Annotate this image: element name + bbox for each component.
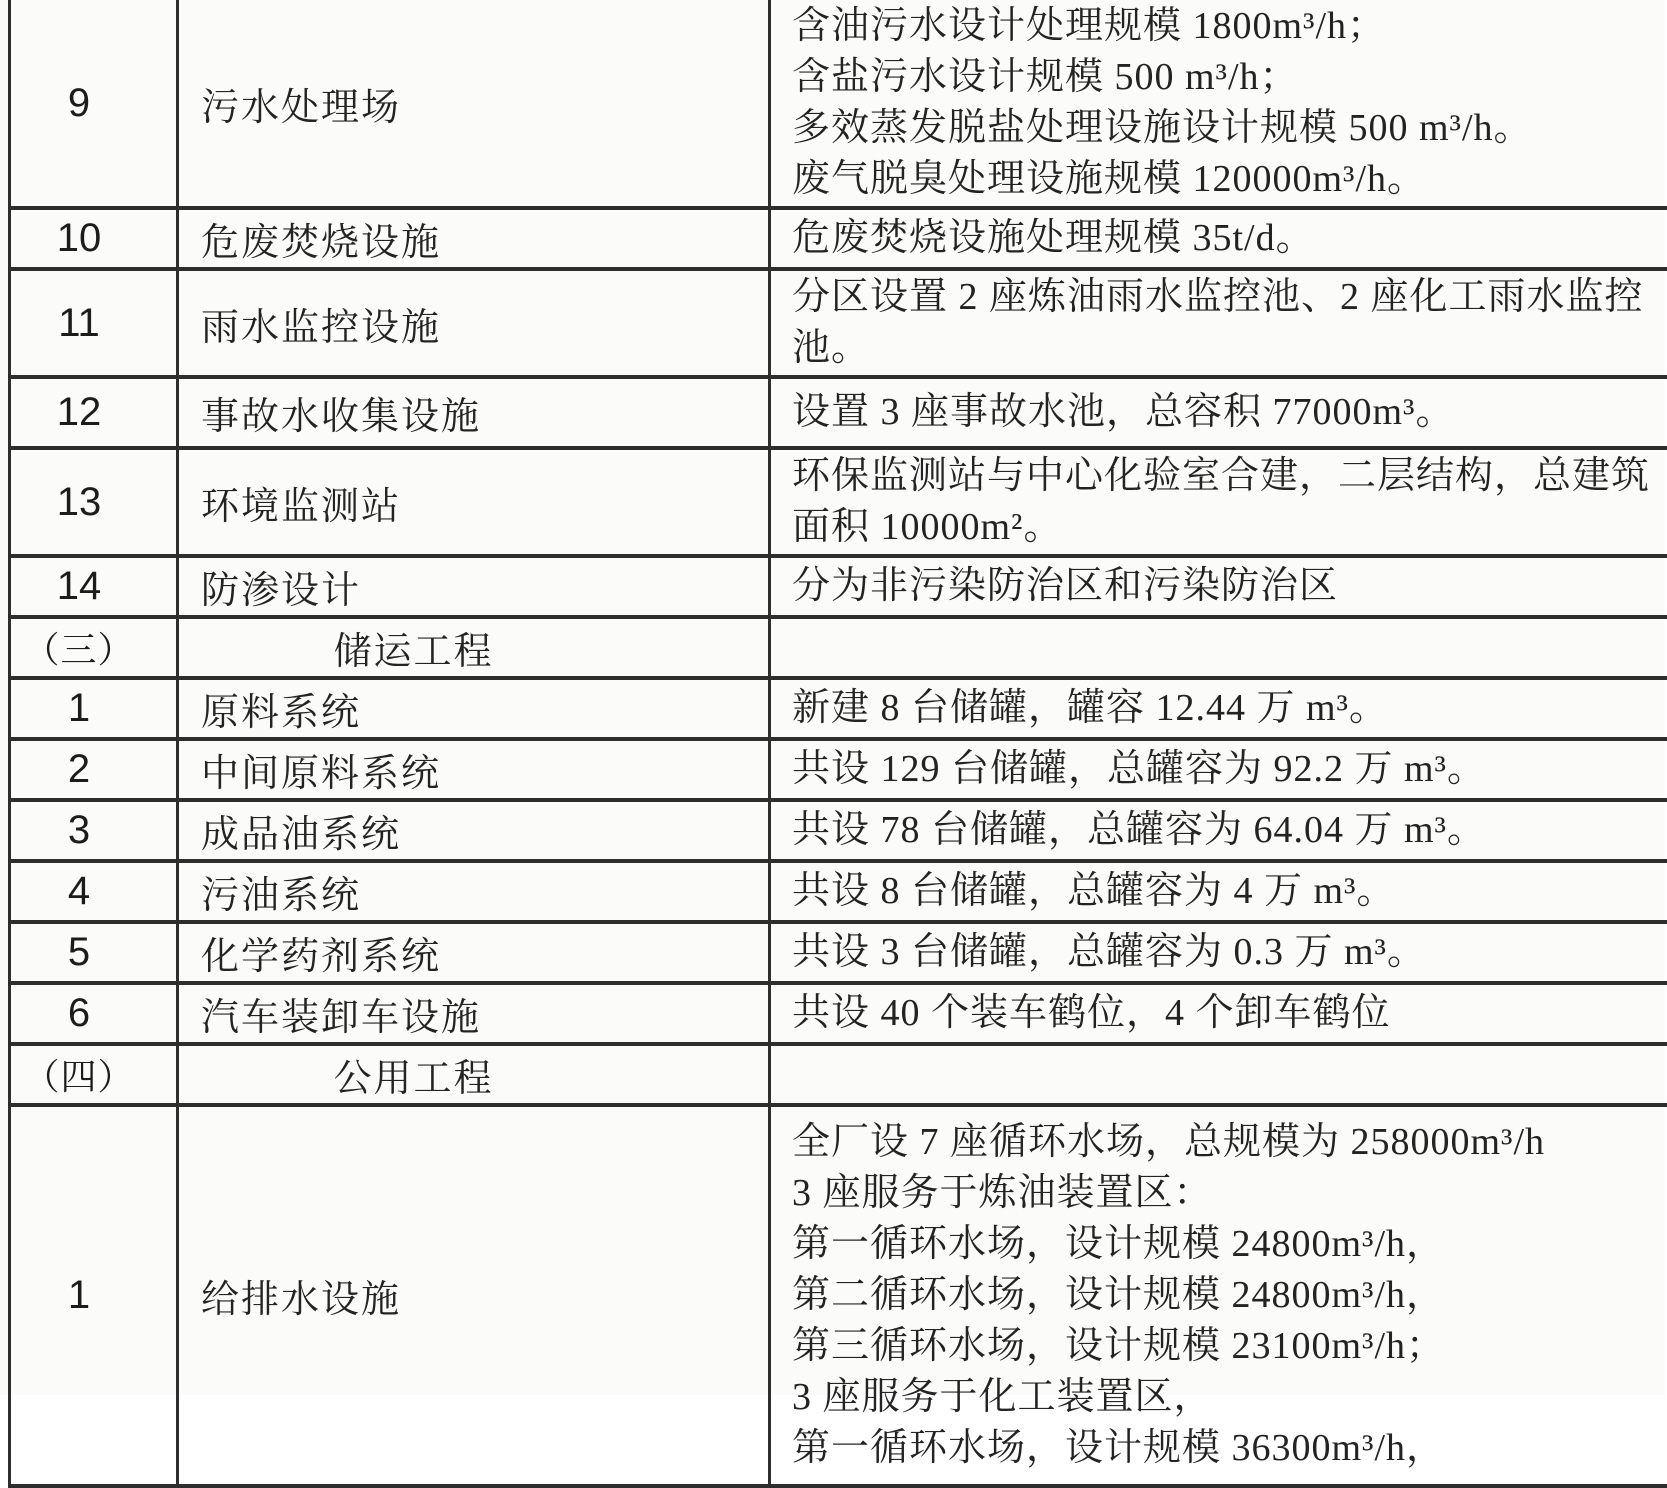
facility-name-cell: 雨水监控设施 (178, 269, 770, 377)
table-row (10, 208, 1667, 269)
desc-line: 3 座服务于化工装置区， (792, 1376, 1213, 1418)
facility-name-cell: 原料系统 (178, 678, 770, 739)
row-number-cell: 5 (10, 922, 178, 983)
facility-desc-cell (770, 1105, 1667, 1486)
facility-name-cell: 事故水收集设施 (178, 377, 770, 448)
facility-desc-cell: 共设 129 台储罐，总罐容为 92.2 万 m³。 (770, 739, 1667, 800)
facility-desc-cell (770, 617, 1667, 678)
table-row (10, 800, 1667, 861)
table-row (10, 0, 1667, 208)
table-row (10, 269, 1667, 377)
row-number-cell: 4 (10, 861, 178, 922)
facility-desc-cell: 分区设置 2 座炼油雨水监控池、2 座化工雨水监控池。 (770, 269, 1667, 377)
table-row (10, 739, 1667, 800)
table-row (10, 922, 1667, 983)
facility-desc-cell (770, 0, 1667, 208)
facility-name-cell: 中间原料系统 (178, 739, 770, 800)
desc-line: 含盐污水设计规模 500 m³/h； (792, 56, 1299, 98)
row-number-cell: 6 (10, 983, 178, 1044)
table-row (10, 556, 1667, 617)
facility-name-cell: 环境监测站 (178, 448, 770, 556)
desc-line: 全厂设 7 座循环水场，总规模为 258000m³/h (792, 1121, 1546, 1163)
desc-line: 第一循环水场，设计规模 24800m³/h， (792, 1223, 1446, 1265)
facility-desc-cell (770, 1044, 1667, 1105)
section-number-cell: （三） (10, 617, 178, 678)
row-number-cell: 13 (10, 448, 178, 556)
row-number-cell: 10 (10, 208, 178, 269)
section-title-cell: 公用工程 (178, 1044, 770, 1105)
facility-desc-cell: 分为非污染防治区和污染防治区 (770, 556, 1667, 617)
row-number-cell: 14 (10, 556, 178, 617)
row-number-cell: 9 (10, 0, 178, 208)
facility-name-cell: 给排水设施 (178, 1105, 770, 1486)
row-number-cell: 2 (10, 739, 178, 800)
facility-name-cell: 污油系统 (178, 861, 770, 922)
desc-line: 第二循环水场，设计规模 24800m³/h， (792, 1274, 1446, 1316)
table-row (10, 377, 1667, 448)
row-number-cell: 12 (10, 377, 178, 448)
desc-line: 第一循环水场，设计规模 36300m³/h， (792, 1427, 1446, 1469)
desc-line: 多效蒸发脱盐处理设施设计规模 500 m³/h。 (792, 107, 1533, 149)
facility-desc-cell: 共设 40 个装车鹤位，4 个卸车鹤位 (770, 983, 1667, 1044)
facility-name-cell: 危废焚烧设施 (178, 208, 770, 269)
table-row (10, 861, 1667, 922)
facility-desc-cell: 共设 3 台储罐，总罐容为 0.3 万 m³。 (770, 922, 1667, 983)
facility-desc-cell: 共设 8 台储罐，总罐容为 4 万 m³。 (770, 861, 1667, 922)
section-header-row (10, 1044, 1667, 1105)
row-number-cell: 1 (10, 1105, 178, 1486)
facility-name-cell: 污水处理场 (178, 0, 770, 208)
facility-desc-cell: 环保监测站与中心化验室合建，二层结构，总建筑面积 10000m²。 (770, 448, 1667, 556)
desc-line: 废气脱臭处理设施规模 120000m³/h。 (792, 158, 1427, 200)
facility-name-cell: 化学药剂系统 (178, 922, 770, 983)
desc-line: 含油污水设计处理规模 1800m³/h； (792, 5, 1387, 47)
facility-desc-cell: 共设 78 台储罐，总罐容为 64.04 万 m³。 (770, 800, 1667, 861)
table-row (10, 448, 1667, 556)
row-number-cell: 3 (10, 800, 178, 861)
section-title-cell: 储运工程 (178, 617, 770, 678)
table-row (10, 983, 1667, 1044)
facility-name-cell: 防渗设计 (178, 556, 770, 617)
table-row (10, 678, 1667, 739)
facility-desc-cell: 新建 8 台储罐，罐容 12.44 万 m³。 (770, 678, 1667, 739)
facility-name-cell: 汽车装卸车设施 (178, 983, 770, 1044)
facility-desc-cell: 设置 3 座事故水池，总容积 77000m³。 (770, 377, 1667, 448)
facility-desc-cell: 危废焚烧设施处理规模 35t/d。 (770, 208, 1667, 269)
section-header-row (10, 617, 1667, 678)
row-number-cell: 1 (10, 678, 178, 739)
section-number-cell: （四） (10, 1044, 178, 1105)
table-row (10, 1105, 1667, 1486)
row-number-cell: 11 (10, 269, 178, 377)
desc-line: 第三循环水场，设计规模 23100m³/h； (792, 1325, 1446, 1367)
project-composition-table (8, 0, 1667, 1488)
desc-line: 3 座服务于炼油装置区： (792, 1172, 1213, 1214)
facility-name-cell: 成品油系统 (178, 800, 770, 861)
